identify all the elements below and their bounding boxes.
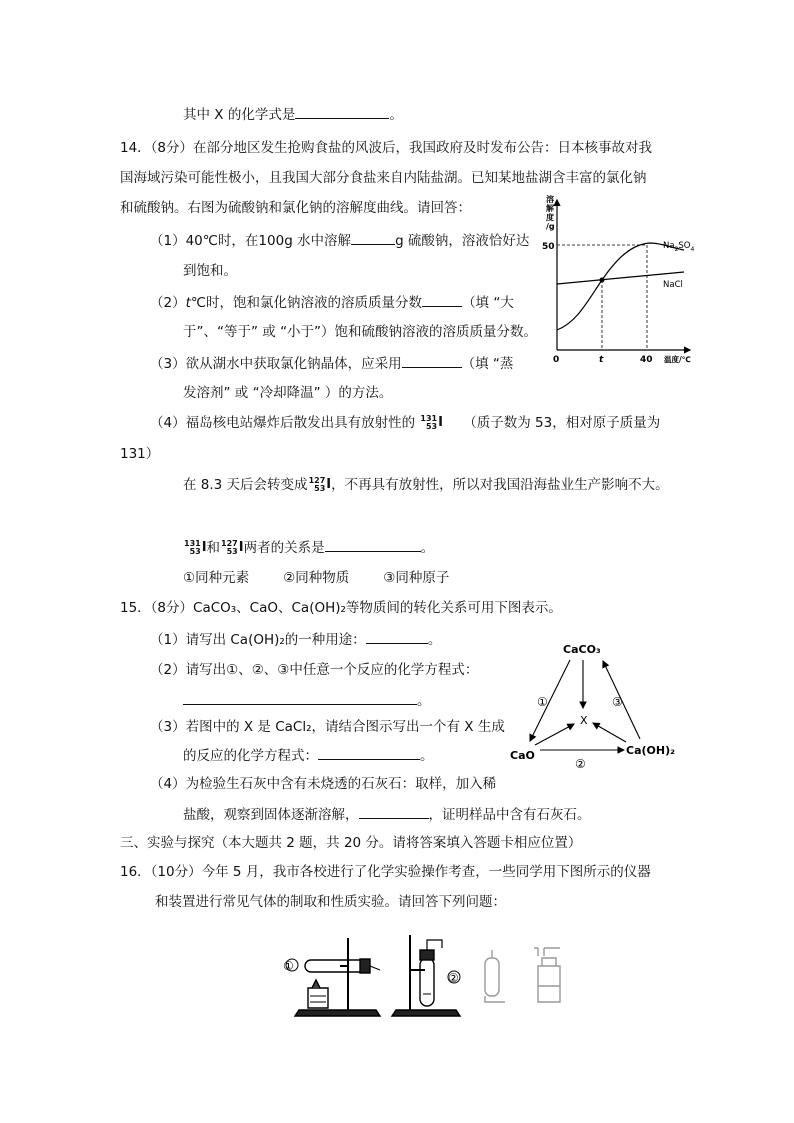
option-3[interactable]: ③同种原子	[383, 570, 450, 586]
text: （4）福岛核电站爆炸后散发出具有放射性的	[150, 415, 416, 431]
answer-line-x	[183, 104, 403, 125]
text: 。	[417, 693, 431, 709]
element-symbol: I	[438, 415, 443, 430]
y-label-char: 解	[546, 204, 554, 213]
q15-part4: （4）为检验生石灰中含有未烧透的石灰石：取样，加入稀	[150, 776, 497, 792]
isotope-i131	[184, 540, 201, 556]
arrow-cao-x	[535, 724, 574, 745]
isotope-i127	[221, 540, 238, 556]
q14-part1-cont: 到饱和。	[183, 263, 237, 279]
apparatus-4-bottle	[534, 948, 560, 1002]
text: （1）40℃时，在100g 水中溶解	[150, 233, 352, 249]
blank-q14-3[interactable]	[402, 353, 462, 368]
var-t: t	[185, 295, 191, 311]
q15-part3: （3）若图中的 X 是 CaCl₂，请结合图示写出一个有 X 生成	[150, 719, 505, 735]
q15-part4-cont	[183, 804, 591, 825]
option-1[interactable]: ①同种元素	[183, 570, 250, 586]
mass-number: 127	[221, 539, 238, 548]
blank-q14-4[interactable]	[325, 537, 421, 552]
q14-line2: 国海域污染可能性极小，且我国大部分食盐来自内陆盐湖。已知某地盐湖含丰富的氯化钠	[120, 170, 647, 186]
mass-number: 131	[420, 414, 438, 423]
lab-apparatus-figure	[280, 930, 580, 1022]
text: 在 8.3 天后会转变成	[183, 477, 308, 493]
y-axis-label	[546, 194, 555, 231]
element-symbol: I	[326, 477, 332, 492]
q14-line3: 和硫酸钠。右图为硫酸钠和氯化钠的溶解度曲线。请回答：	[120, 200, 471, 216]
q16-line1: 16．（10分）今年 5 月，我市各校进行了化学实验操作考查，一些同学用下图所示的仪器	[120, 864, 651, 880]
isotope-i127	[309, 477, 326, 493]
text: ℃时，饱和氯化钠溶液的溶质质量分数	[190, 295, 423, 311]
q16-line2: 和装置进行常见气体的制取和性质实验。请回答下列问题：	[155, 894, 506, 910]
label-2: ②	[575, 757, 586, 771]
q14-part4	[150, 413, 660, 433]
atomic-number: 53	[425, 422, 438, 431]
mass-number: 131	[184, 539, 201, 548]
apparatus-1-heating	[295, 938, 380, 1016]
y-label-char: 度	[546, 213, 554, 222]
node-caoh2: Ca(OH)₂	[626, 744, 675, 757]
q14-line1: 14．（8分）在部分地区发生抢购食盐的风波后，我国政府及时发布公告：日本核事故对我	[120, 140, 653, 156]
sub-2: 2	[674, 246, 679, 253]
text: 盐酸，观察到固体逐渐溶解，	[183, 807, 359, 823]
option-2[interactable]: ②同种物质	[283, 570, 350, 586]
q14-part4-line3	[183, 475, 669, 495]
node-x: X	[580, 714, 588, 727]
blank-q15-1[interactable]	[366, 629, 428, 644]
text: （填 “蒸	[461, 356, 514, 372]
text: 。	[427, 632, 442, 648]
q15-part3-cont	[183, 745, 434, 766]
x-tick-0: 0	[553, 355, 560, 365]
text: 。	[420, 540, 435, 556]
section-3-header: 三、实验与探究（本大题共 2 题，共 20 分。请将答案填入答题卡相应位置）	[120, 835, 582, 851]
solubility-chart	[532, 192, 712, 370]
q14-part3-cont: 发溶剂” 或 “冷却降温” ）的方法。	[183, 385, 393, 401]
element-symbol: I	[238, 540, 244, 555]
na-text: Na	[663, 241, 675, 251]
blank-x[interactable]	[295, 104, 389, 119]
text: ，证明样品中含有石灰石。	[428, 807, 591, 823]
q14-part1	[150, 230, 529, 251]
atomic-number: 53	[226, 547, 238, 556]
y-label-char: 溶	[546, 195, 554, 204]
blank-q15-4[interactable]	[359, 804, 429, 819]
line-text: 其中 X 的化学式是	[183, 107, 296, 123]
arrow-caoh2-x	[593, 723, 626, 742]
q14-part2-cont: 于”、“等于” 或 “小于”）饱和硫酸钠溶液的溶质质量分数。	[183, 324, 538, 340]
calcium-conversion-diagram	[500, 638, 710, 773]
text: g 硫酸钠，溶液恰好达	[395, 233, 530, 249]
mass-number: 127	[308, 476, 326, 485]
intersection-point	[600, 278, 605, 283]
x-axis-label: 温度/℃	[664, 355, 691, 364]
q15-part2: （2）请写出①、②、③中任意一个反应的化学方程式：	[150, 662, 479, 678]
label-1: ①	[537, 695, 548, 709]
q15-part1	[150, 629, 441, 650]
q14-options	[183, 568, 449, 588]
x-tick-40: 40	[640, 355, 653, 365]
text: ，不再具有放射性，所以对我国沿海盐业生产影响不大。	[331, 477, 669, 493]
text: 。	[420, 748, 434, 764]
y-label-char: /g	[546, 222, 555, 231]
atomic-number: 53	[189, 547, 201, 556]
text: 和	[206, 540, 221, 556]
apparatus-3-tube	[485, 950, 505, 1002]
isotope-i131	[420, 415, 437, 431]
node-cao: CaO	[510, 749, 535, 762]
so-text: SO	[678, 241, 691, 251]
q14-part4-cont: 131）	[120, 446, 160, 462]
q15-part2-answer	[183, 690, 431, 711]
text: （3）欲从湖水中获取氯化钠晶体，应采用	[150, 356, 402, 372]
q14-part2	[150, 292, 514, 313]
text: （质子数为 53，相对原子质量为	[463, 415, 661, 431]
marker-1: ①	[283, 959, 294, 973]
legend-nacl: NaCl	[663, 280, 683, 290]
blank-q14-1[interactable]	[351, 230, 395, 245]
text: （填 “大	[462, 295, 514, 311]
marker-2: ②	[448, 971, 459, 985]
text: 的反应的化学方程式：	[183, 748, 318, 764]
blank-q14-2[interactable]	[422, 292, 462, 307]
q14-part4-line4	[183, 537, 434, 558]
text: （1）请写出 Ca(OH)₂的一种用途：	[150, 632, 366, 648]
node-caco3: CaCO₃	[563, 643, 601, 656]
element-symbol: I	[201, 540, 207, 555]
label-3: ③	[612, 695, 623, 709]
blank-q15-3[interactable]	[318, 745, 420, 760]
blank-q15-2[interactable]	[183, 690, 417, 705]
x-tick-t: t	[599, 355, 604, 365]
period: 。	[389, 107, 403, 123]
text: 两者的关系是	[243, 540, 325, 556]
legend-na2so4	[663, 241, 695, 253]
atomic-number: 53	[314, 484, 326, 493]
q14-part3	[150, 353, 513, 374]
q15-line1: 15．（8分）CaCO₃、CaO、Ca(OH)₂等物质间的转化关系可用下图表示。	[120, 600, 562, 616]
y-tick-50: 50	[542, 242, 555, 252]
text: （2）	[150, 295, 186, 311]
sub-4: 4	[690, 246, 695, 253]
